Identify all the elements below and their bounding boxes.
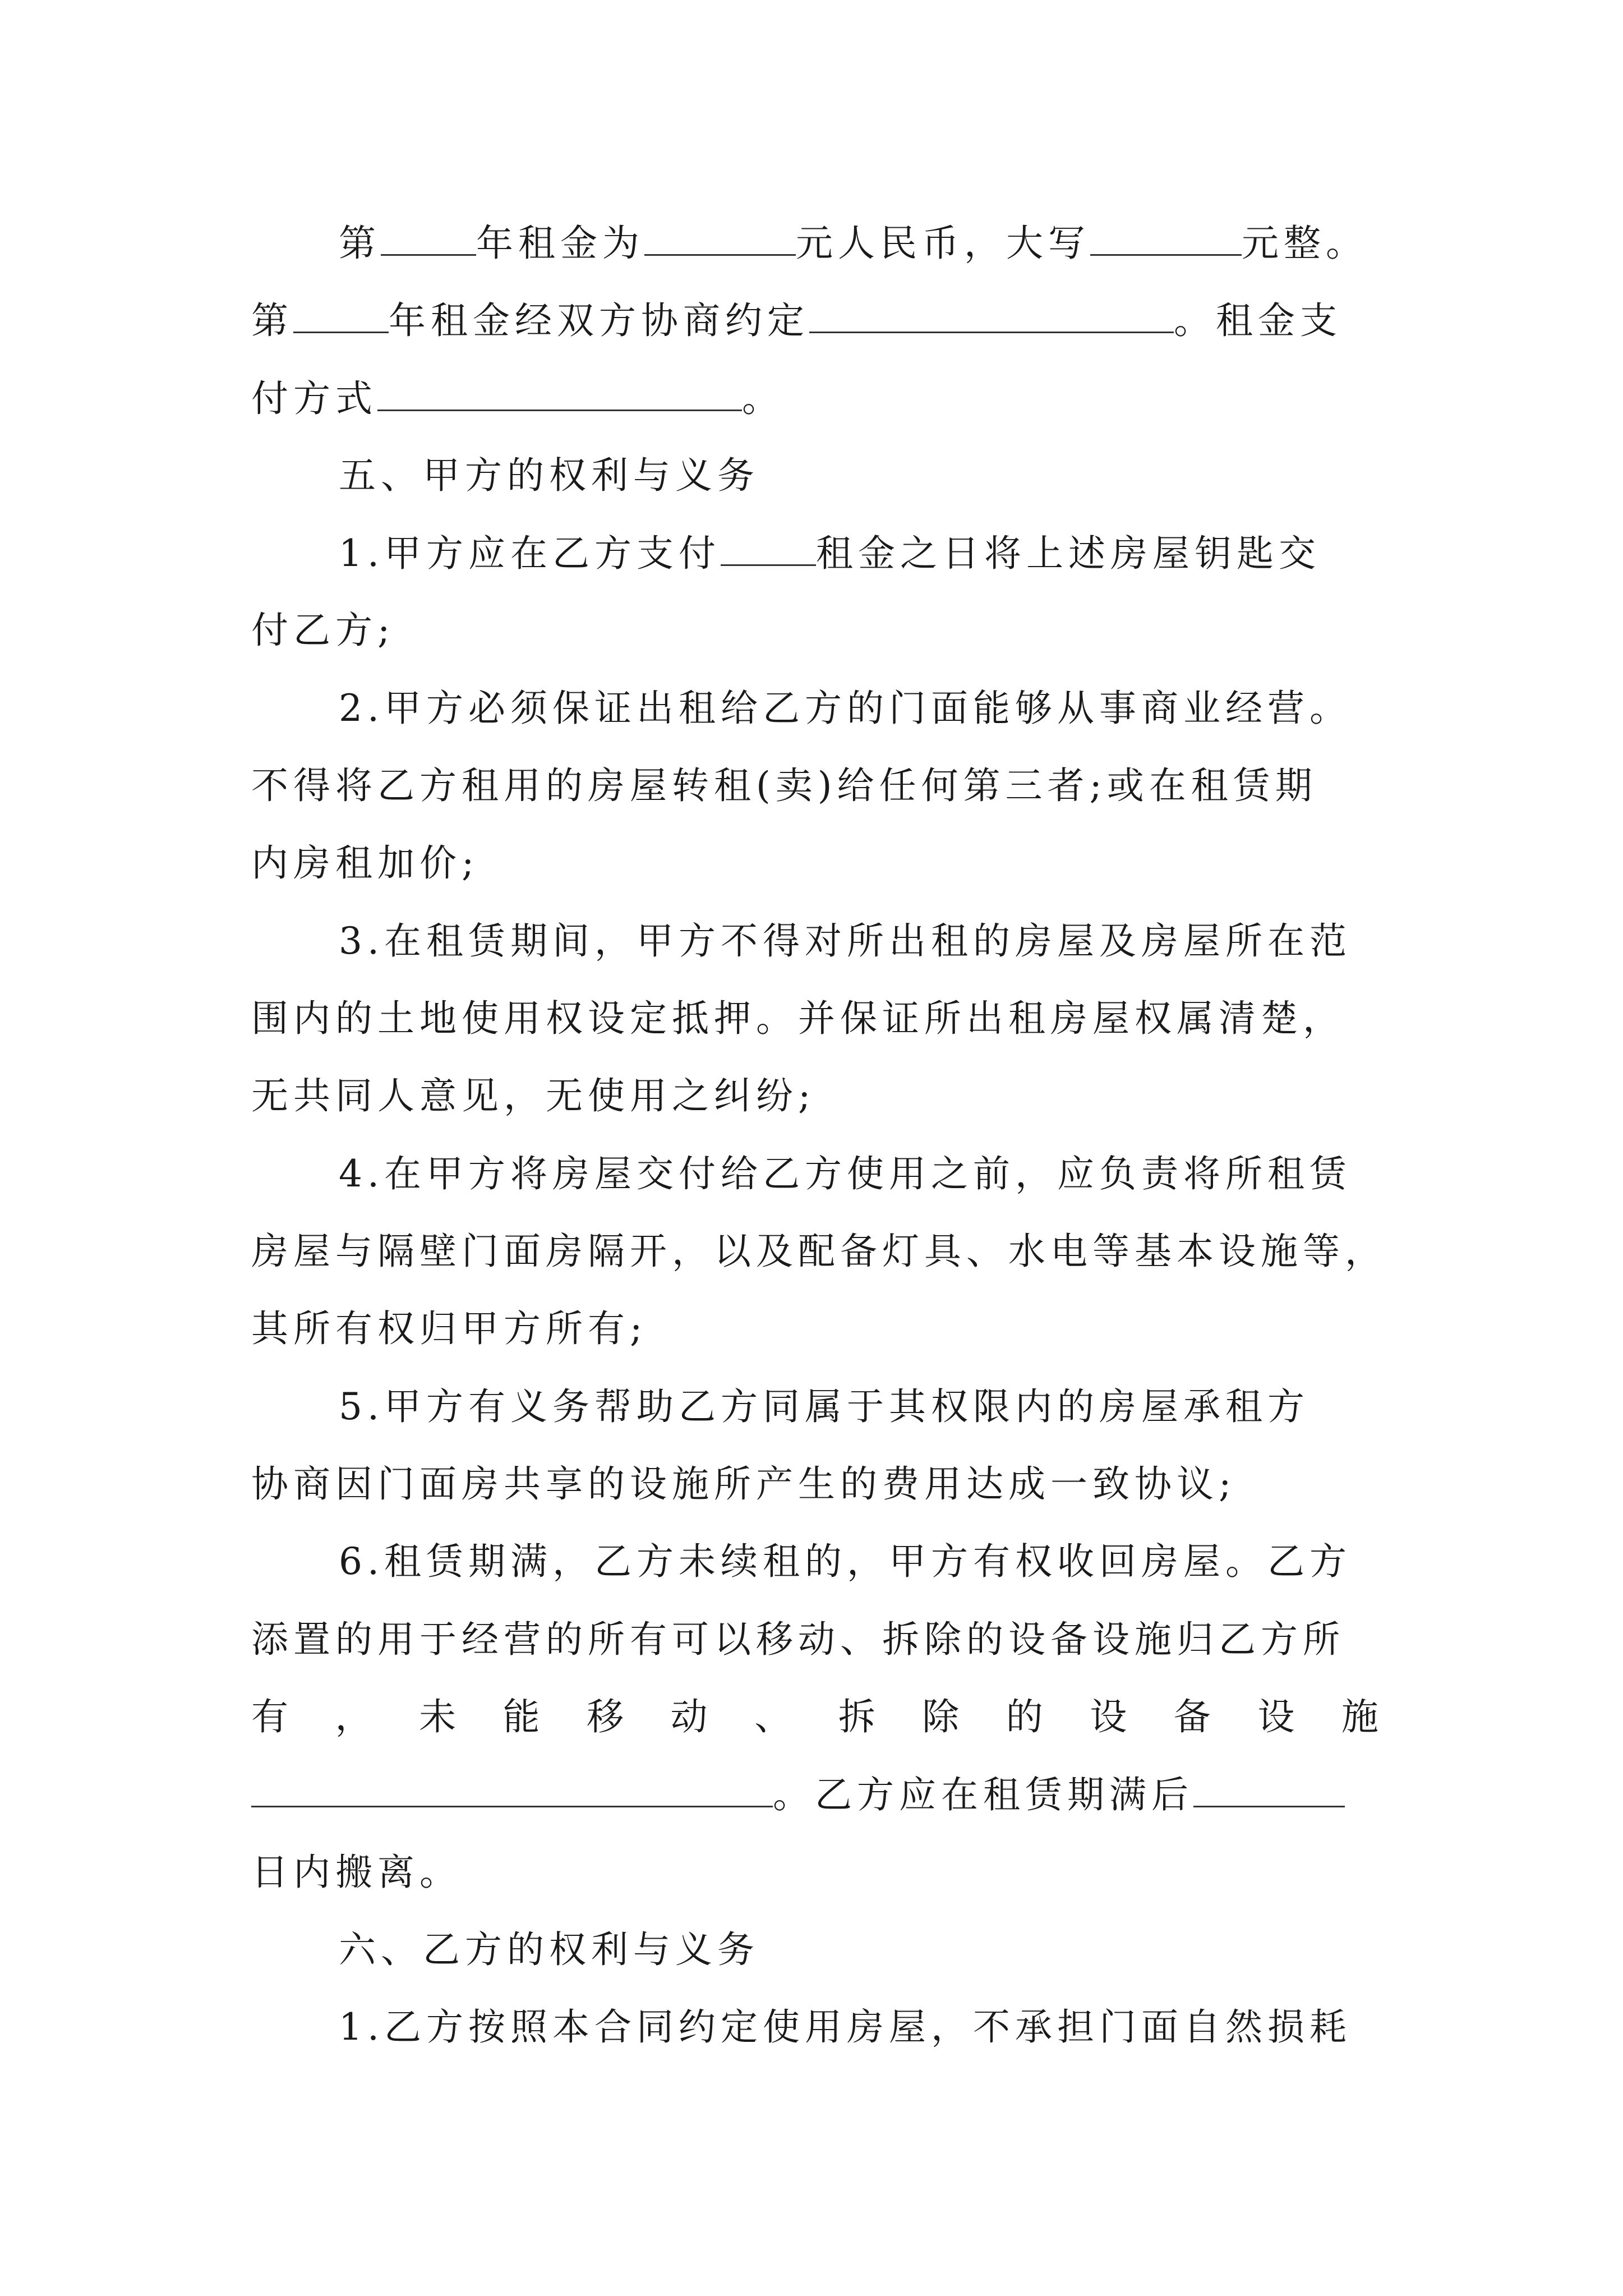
clause-line: 1.乙方按照本合同约定使用房屋，不承担门面自然损耗 — [339, 2005, 1352, 2049]
clause-line: 房屋与隔壁门面房隔开，以及配备灯具、水电等基本设施等， — [251, 1230, 1387, 1273]
text: 第 — [251, 299, 293, 342]
char: 能 — [502, 1695, 540, 1738]
rent-negotiated-line — [251, 292, 1384, 348]
clause-line: 3.在租赁期间，甲方不得对所出租的房屋及房屋所在范 — [339, 919, 1352, 963]
text: 年租金为 — [476, 222, 644, 265]
text: 付方式 — [251, 377, 377, 420]
justified-clause-line — [251, 1689, 1378, 1745]
clause-line — [339, 525, 1472, 581]
char: 设 — [1257, 1695, 1295, 1738]
blank-field — [1193, 1766, 1345, 1807]
clause-line: 4.在甲方将房屋交付给乙方使用之前，应负责将所租赁 — [339, 1152, 1352, 1195]
clause-line: 其所有权归甲方所有; — [251, 1307, 648, 1350]
blank-field — [381, 215, 476, 256]
char: 、 — [754, 1695, 792, 1738]
char: 备 — [1173, 1695, 1211, 1738]
text: 。租金支 — [1174, 299, 1342, 342]
char: ， — [335, 1695, 372, 1738]
clause-line: 协商因门面房共享的设施所产生的费用达成一致协议; — [251, 1462, 1237, 1506]
clause-line: 付乙方; — [251, 609, 395, 652]
blank-field — [377, 370, 742, 411]
text: 租金之日将上述房屋钥匙交 — [815, 532, 1321, 575]
rent-year-line — [339, 215, 1472, 271]
payment-method-line — [251, 370, 1384, 426]
char: 动 — [670, 1695, 708, 1738]
text: 第 — [339, 222, 381, 265]
text: 1.甲方应在乙方支付 — [339, 532, 721, 575]
clause-line: 不得将乙方租用的房屋转租(卖)给任何第三者;或在租赁期 — [251, 764, 1317, 807]
blank-field — [809, 292, 1174, 333]
text: 年租金经双方协商约定 — [389, 299, 809, 342]
section-heading: 五、甲方的权利与义务 — [339, 454, 759, 497]
char: 拆 — [838, 1695, 875, 1738]
clause-line: 2.甲方必须保证出租给乙方的门面能够从事商业经营。 — [339, 687, 1352, 730]
blank-field — [293, 292, 389, 333]
move-out-line — [251, 1766, 1384, 1823]
text: 。乙方应在租赁期满后 — [773, 1773, 1193, 1816]
clause-line: 内房租加价; — [251, 841, 479, 885]
char: 的 — [1006, 1695, 1043, 1738]
clause-line: 5.甲方有义务帮助乙方同属于其权限内的房屋承租方 — [339, 1385, 1310, 1428]
blank-field — [644, 215, 796, 256]
char: 移 — [587, 1695, 624, 1738]
clause-line: 围内的土地使用权设定抵押。并保证所出租房屋权属清楚， — [251, 997, 1345, 1040]
text: 。 — [742, 377, 784, 420]
section-heading: 六、乙方的权利与义务 — [339, 1928, 759, 1971]
char: 施 — [1341, 1695, 1378, 1738]
char: 设 — [1090, 1695, 1127, 1738]
clause-line: 添置的用于经营的所有可以移动、拆除的设备设施归乙方所 — [251, 1618, 1345, 1661]
text: 元人民币，大写 — [796, 222, 1090, 265]
char: 除 — [922, 1695, 960, 1738]
blank-field — [721, 525, 816, 566]
blank-field — [1090, 215, 1242, 256]
clause-line: 6.租赁期满，乙方未续租的，甲方有权收回房屋。乙方 — [339, 1540, 1352, 1583]
text: 元整。 — [1242, 222, 1368, 265]
clause-line: 日内搬离。 — [251, 1851, 462, 1894]
blank-field — [251, 1766, 773, 1807]
clause-line: 无共同人意见，无使用之纠纷; — [251, 1074, 816, 1117]
char: 未 — [419, 1695, 457, 1738]
char: 有 — [251, 1695, 288, 1738]
